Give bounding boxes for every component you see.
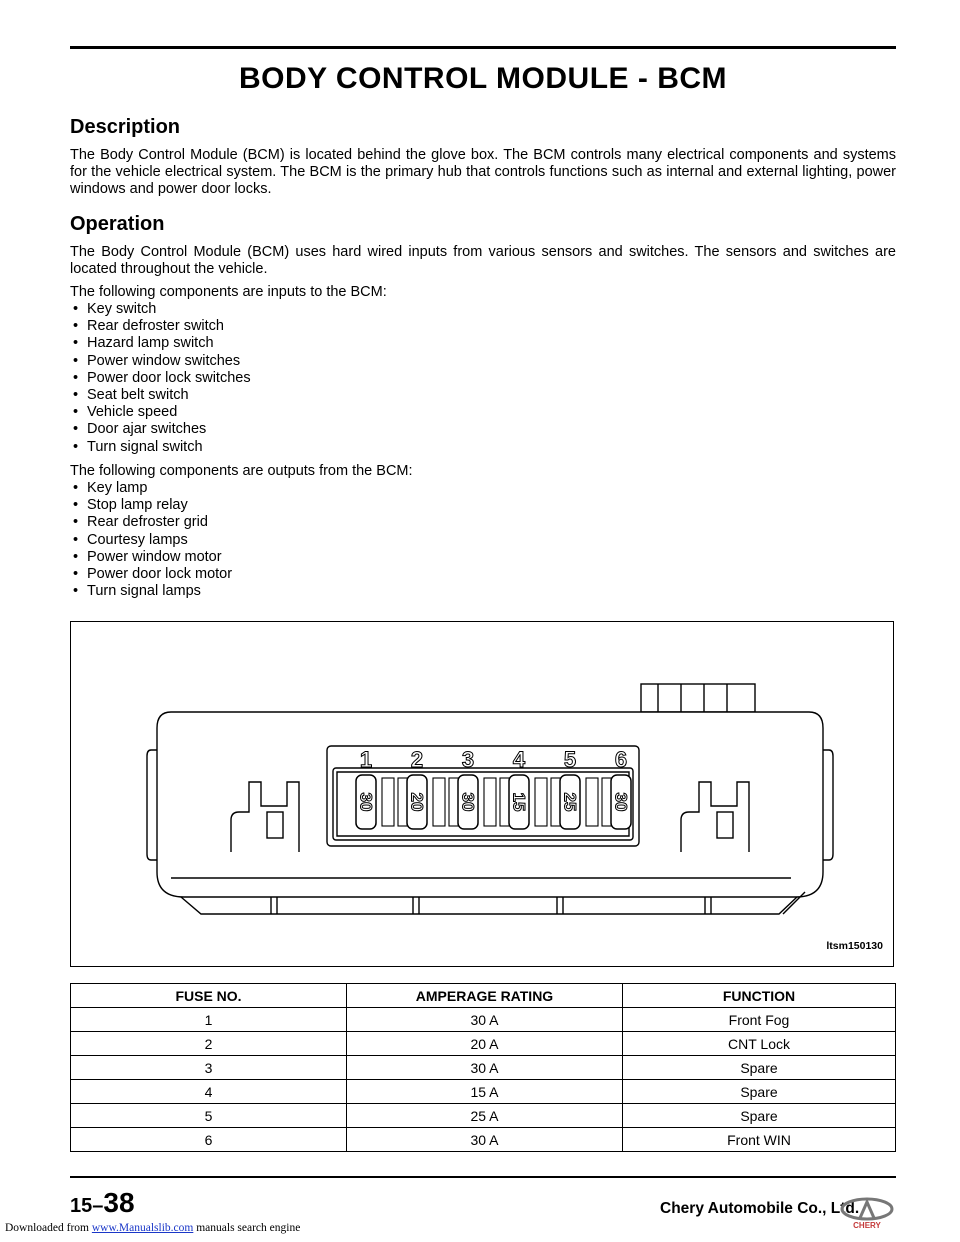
table-cell: 1 — [71, 1008, 347, 1032]
column-header: FUNCTION — [623, 984, 896, 1008]
table-row — [71, 1008, 896, 1032]
table-row — [71, 1104, 896, 1128]
list-item: • Key lamp — [70, 480, 232, 497]
slot-number-5: 5 — [563, 747, 577, 772]
download-prefix: Downloaded from — [5, 1222, 92, 1234]
fuse-4-rating: 15 — [509, 792, 529, 812]
list-item: • Turn signal lamps — [70, 583, 232, 600]
list-item: • Power window motor — [70, 549, 232, 566]
table-cell: 30 A — [347, 1056, 623, 1080]
column-header: AMPERAGE RATING — [347, 984, 623, 1008]
list-item: • Key switch — [70, 301, 251, 318]
table-cell: 3 — [71, 1056, 347, 1080]
table-row — [71, 1056, 896, 1080]
operation-heading: Operation — [70, 213, 165, 235]
manualslib-link[interactable]: www.Manualslib.com — [91, 1222, 194, 1234]
fuse-1 — [356, 775, 376, 829]
table-row — [71, 1032, 896, 1056]
fuse-5 — [560, 775, 580, 829]
table-cell: 6 — [71, 1128, 347, 1152]
fuse-table — [70, 983, 896, 1152]
slot-number-2: 2 — [410, 747, 424, 772]
inputs-list — [70, 301, 251, 456]
table-cell: Front WIN — [623, 1128, 896, 1152]
list-item: • Power door lock switches — [70, 370, 251, 387]
download-suffix: manuals search engine — [193, 1222, 301, 1234]
fuse-3-rating: 30 — [458, 792, 478, 812]
figure-id: ltsm150130 — [826, 940, 883, 952]
fuse-2-rating: 20 — [407, 792, 427, 812]
table-cell: 2 — [71, 1032, 347, 1056]
company-name: Chery Automobile Co., Ltd. — [660, 1200, 860, 1217]
operation-text: The Body Control Module (BCM) uses hard wired inputs from various sensors and switches. The sensors and switches are located throughout the vehicle. — [70, 244, 896, 277]
page-number-value: 38 — [103, 1187, 135, 1218]
list-item: • Seat belt switch — [70, 387, 251, 404]
table-cell: Front Fog — [623, 1008, 896, 1032]
outputs-list — [70, 480, 232, 600]
list-item: • Stop lamp relay — [70, 497, 232, 514]
list-item: • Courtesy lamps — [70, 532, 232, 549]
download-note — [5, 1222, 300, 1234]
table-cell: 4 — [71, 1080, 347, 1104]
table-row — [71, 1080, 896, 1104]
fuse-5-rating: 25 — [560, 792, 580, 812]
table-cell: Spare — [623, 1080, 896, 1104]
bcm-fuse-diagram — [70, 621, 894, 967]
table-cell: 30 A — [347, 1128, 623, 1152]
description-heading: Description — [70, 116, 181, 138]
table-cell: Spare — [623, 1056, 896, 1080]
page-title: BODY CONTROL MODULE - BCM — [238, 62, 728, 95]
top-rule — [70, 46, 896, 49]
table-row — [71, 1128, 896, 1152]
table-cell: 20 A — [347, 1032, 623, 1056]
list-item: • Rear defroster switch — [70, 318, 251, 335]
inputs-intro: The following components are inputs to the BCM: — [70, 284, 387, 300]
logo-text: CHERY — [853, 1221, 881, 1230]
list-item: • Power door lock motor — [70, 566, 232, 583]
table-cell: 5 — [71, 1104, 347, 1128]
list-item: • Rear defroster grid — [70, 514, 232, 531]
fuse-1-rating: 30 — [356, 792, 376, 812]
page-number — [70, 1187, 135, 1219]
table-cell: 25 A — [347, 1104, 623, 1128]
list-item: • Turn signal switch — [70, 439, 251, 456]
table-cell: 15 A — [347, 1080, 623, 1104]
slot-number-3: 3 — [461, 747, 475, 772]
outputs-intro: The following components are outputs from the BCM: — [70, 463, 413, 479]
table-cell: Spare — [623, 1104, 896, 1128]
bcm-drawing — [71, 622, 895, 968]
slot-number-4: 4 — [512, 747, 526, 772]
slot-number-6: 6 — [614, 747, 628, 772]
fuse-6 — [611, 775, 631, 829]
chery-logo-icon — [838, 1196, 896, 1230]
list-item: • Power window switches — [70, 353, 251, 370]
table-header-row — [71, 984, 896, 1008]
table-cell: CNT Lock — [623, 1032, 896, 1056]
list-item: • Door ajar switches — [70, 421, 251, 438]
column-header: FUSE NO. — [71, 984, 347, 1008]
table-cell: 30 A — [347, 1008, 623, 1032]
fuse-4 — [509, 775, 529, 829]
list-item: • Hazard lamp switch — [70, 335, 251, 352]
fuse-3 — [458, 775, 478, 829]
fuse-2 — [407, 775, 427, 829]
slot-number-1: 1 — [359, 747, 373, 772]
list-item: • Vehicle speed — [70, 404, 251, 421]
section-number: 15– — [70, 1195, 104, 1217]
fuse-6-rating: 30 — [611, 792, 631, 812]
description-text: The Body Control Module (BCM) is located behind the glove box. The BCM controls many electrical components and systems for the vehicle electrical system. The BCM is the primary hub that controls functions such as internal and external lighting, power windows and power door locks. — [70, 147, 896, 197]
footer-rule — [70, 1176, 896, 1178]
